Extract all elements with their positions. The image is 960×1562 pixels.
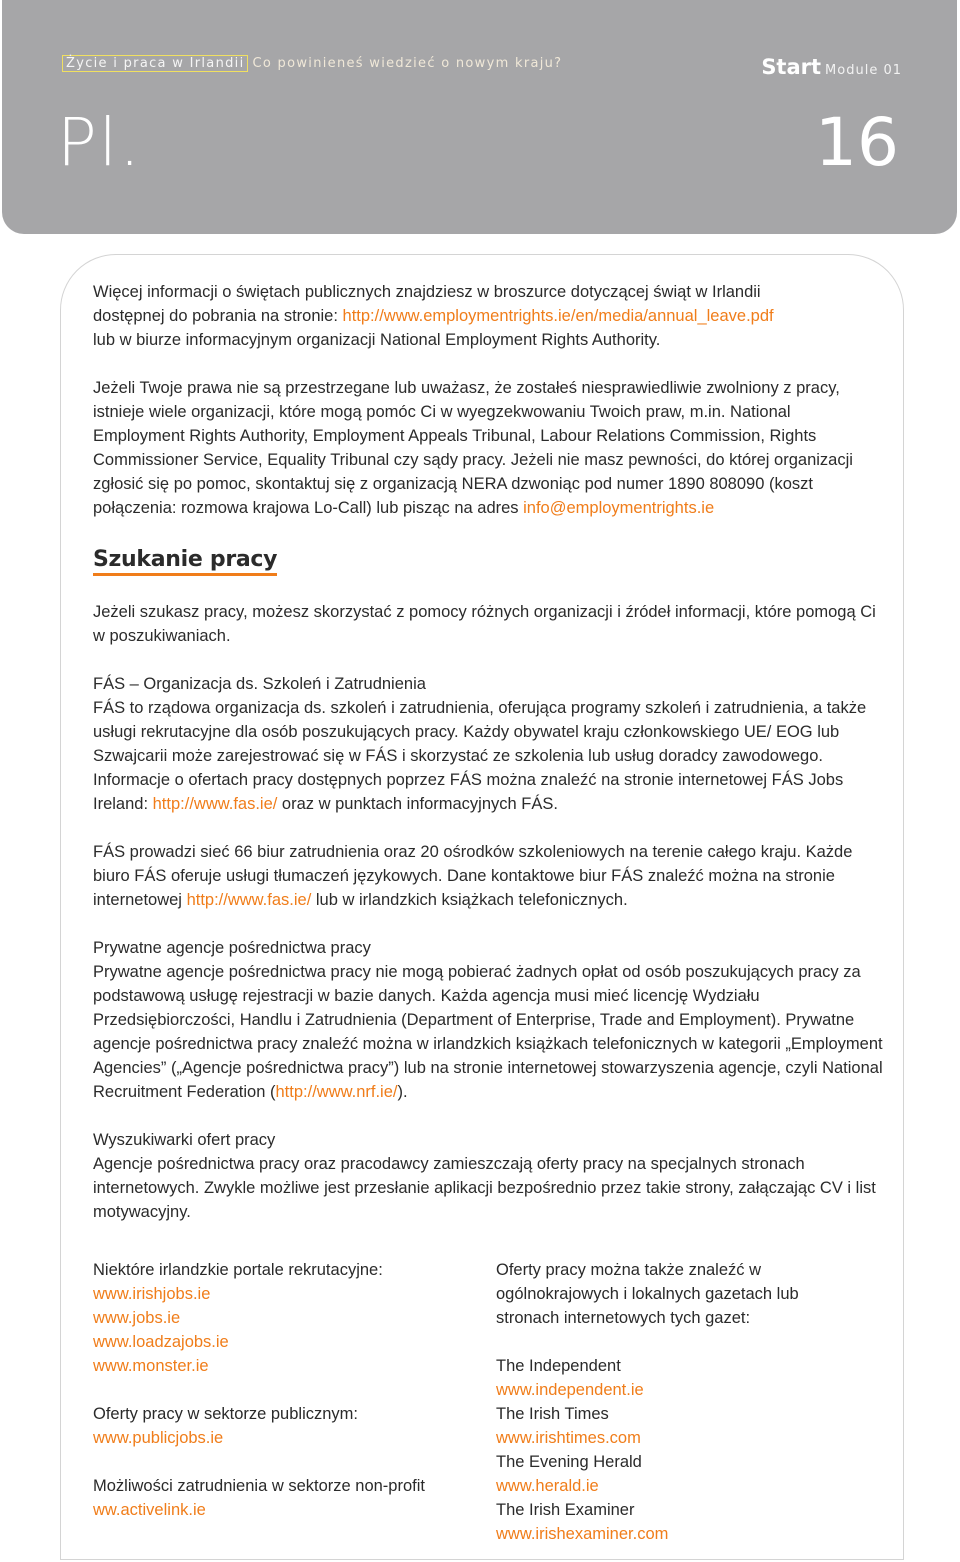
newspaper-name: The Independent bbox=[496, 1357, 621, 1375]
newspaper-name: The Irish Examiner bbox=[496, 1501, 635, 1519]
nonprofit-title: Możliwości zatrudnienia w sektorze non-profit bbox=[93, 1477, 425, 1495]
newspaper-name: The Irish Times bbox=[496, 1405, 609, 1423]
nrf-link[interactable]: http://www.nrf.ie/ bbox=[275, 1083, 398, 1101]
newspaper-name: The Evening Herald bbox=[496, 1453, 642, 1471]
fas-offices-paragraph bbox=[93, 840, 883, 912]
public-sector-title: Oferty pracy w sektorze publicznym: bbox=[93, 1405, 358, 1423]
right-column bbox=[496, 1258, 876, 1546]
holidays-line-1: Więcej informacji o świętach publicznych znajdziesz w broszurce dotyczącej świąt w Irlandii bbox=[93, 283, 761, 301]
breadcrumb-question: Co powinieneś wiedzieć o nowym kraju? bbox=[252, 56, 563, 71]
holidays-line-3: lub w biurze informacyjnym organizacji National Employment Rights Authority. bbox=[93, 331, 661, 349]
portal-link[interactable]: www.loadzajobs.ie bbox=[93, 1333, 229, 1351]
fas-body: FÁS to rządowa organizacja ds. szkoleń i zatrudnienia, oferująca programy szkoleń i zatrudnienia, a także usługi rekrutacyjne dla osób poszukujących pracy. Każdy obywatel kraju członkowskiego UE/ EOG lub Szwajcarii może zarejestrować się w FÁS i skorzystać ze szkolenia lub usług doradcy zawodowego. Informacje o ofertach pracy dostępnych poprzez FÁS można znaleźć na stronie internetowej FÁS Jobs Ireland: bbox=[93, 699, 867, 813]
fas-paragraph bbox=[93, 672, 883, 816]
module-label bbox=[761, 55, 902, 79]
start-label: Start bbox=[761, 55, 822, 79]
rights-paragraph bbox=[93, 376, 883, 520]
newspapers-intro-3: stronach internetowych tych gazet: bbox=[496, 1309, 751, 1327]
public-jobs-link[interactable]: www.publicjobs.ie bbox=[93, 1429, 224, 1447]
module-number: Module 01 bbox=[825, 63, 902, 78]
section-heading: Szukanie pracy bbox=[93, 548, 277, 576]
page-header bbox=[2, 0, 957, 234]
portals-title: Niektóre irlandzkie portale rekrutacyjne: bbox=[93, 1261, 383, 1279]
fas-offices-tail: lub w irlandzkich książkach telefonicznych. bbox=[311, 891, 628, 909]
breadcrumb bbox=[62, 56, 562, 71]
newspapers-intro-2: ogólnokrajowych i lokalnych gazetach lub bbox=[496, 1285, 799, 1303]
newspaper-link[interactable]: www.irishtimes.com bbox=[496, 1429, 641, 1447]
search-paragraph bbox=[93, 1128, 883, 1224]
fas-tail: oraz w punktach informacyjnych FÁS. bbox=[277, 795, 558, 813]
search-title: Wyszukiwarki ofert pracy bbox=[93, 1131, 276, 1149]
portal-link[interactable]: www.irishjobs.ie bbox=[93, 1285, 211, 1303]
agencies-tail: ). bbox=[397, 1083, 408, 1101]
activelink-link[interactable]: ww.activelink.ie bbox=[93, 1501, 206, 1519]
agencies-paragraph bbox=[93, 936, 883, 1104]
newspaper-link[interactable]: www.herald.ie bbox=[496, 1477, 599, 1495]
holidays-line-2-text: dostępnej do pobrania na stronie: bbox=[93, 307, 343, 325]
holidays-paragraph bbox=[93, 280, 883, 352]
agencies-body: Prywatne agencje pośrednictwa pracy nie mogą pobierać żadnych opłat od osób poszukujących pracy za podstawową usługę rejestracji w bazie danych. Każda agencja musi mieć licencję Wydziału Przedsiębiorczości, Handlu i Zatrudnienia (Department of Enterprise, Trade and Employment). Prywatne agencje pośrednictwa pracy znaleźć można w irlandzkich książkach telefonicznych w kategorii „Employment Agencies” („Agencje pośrednictwa pracy”) lub na stronie internetowej stowarzyszenia agencje, czyli National Recruitment Federation ( bbox=[93, 963, 883, 1101]
main-content bbox=[93, 280, 883, 1248]
breadcrumb-highlight: Życie i praca w Irlandii bbox=[62, 55, 248, 72]
agencies-title: Prywatne agencje pośrednictwa pracy bbox=[93, 939, 371, 957]
search-body: Agencje pośrednictwa pracy oraz pracodawcy zamieszczają oferty pracy na specjalnych stronach internetowych. Zwykle możliwe jest przesłanie aplikacji bezpośrednio przez takie strony, załączając CV i list motywacyjny. bbox=[93, 1155, 876, 1221]
newspaper-link[interactable]: www.independent.ie bbox=[496, 1381, 644, 1399]
newspapers-intro-1: Oferty pracy można także znaleźć w bbox=[496, 1261, 762, 1279]
newspaper-link[interactable]: www.irishexaminer.com bbox=[496, 1525, 669, 1543]
annual-leave-link[interactable]: http://www.employmentrights.ie/en/media/annual_leave.pdf bbox=[342, 307, 774, 325]
portal-link[interactable]: www.monster.ie bbox=[93, 1357, 209, 1375]
page-number: 16 bbox=[815, 104, 899, 181]
rights-text: Jeżeli Twoje prawa nie są przestrzegane lub uważasz, że zostałeś niesprawiedliwie zwolniony z pracy, istnieje wiele organizacji, które mogą pomóc Ci w wyegzekwowaniu Twoich praw, m.in. National Employment Rights Authority, Employment Appeals Tribunal, Labour Relations Commission, Rights Commissioner Service, Equality Tribunal czy sądy pracy. Jeżeli nie masz pewności, do której organizacji zgłosić się po pomoc, skontaktuj się z organizacją NERA dzwoniąc pod numer 1890 808090 (koszt połączenia: rozmowa krajowa Lo-Call) lub pisząc na adres bbox=[93, 379, 853, 517]
holidays-line-2 bbox=[93, 304, 883, 328]
portal-link[interactable]: www.jobs.ie bbox=[93, 1309, 181, 1327]
language-code: Pl. bbox=[57, 104, 143, 181]
fas-offices-body: FÁS prowadzi sieć 66 biur zatrudnienia oraz 20 ośrodków szkoleniowych na terenie całego kraju. Każde biuro FÁS oferuje usługi tłumaczeń językowych. Dane kontaktowe biur FÁS znaleźć można na stronie internetowej bbox=[93, 843, 853, 909]
email-link[interactable]: info@employmentrights.ie bbox=[523, 499, 715, 517]
section-intro: Jeżeli szukasz pracy, możesz skorzystać z pomocy różnych organizacji i źródeł informacji, które pomogą Ci w poszukiwaniach. bbox=[93, 603, 876, 645]
fas-link[interactable]: http://www.fas.ie/ bbox=[152, 795, 278, 813]
fas-title: FÁS – Organizacja ds. Szkoleń i Zatrudnienia bbox=[93, 675, 426, 693]
left-column bbox=[93, 1258, 483, 1522]
fas-offices-link[interactable]: http://www.fas.ie/ bbox=[186, 891, 312, 909]
